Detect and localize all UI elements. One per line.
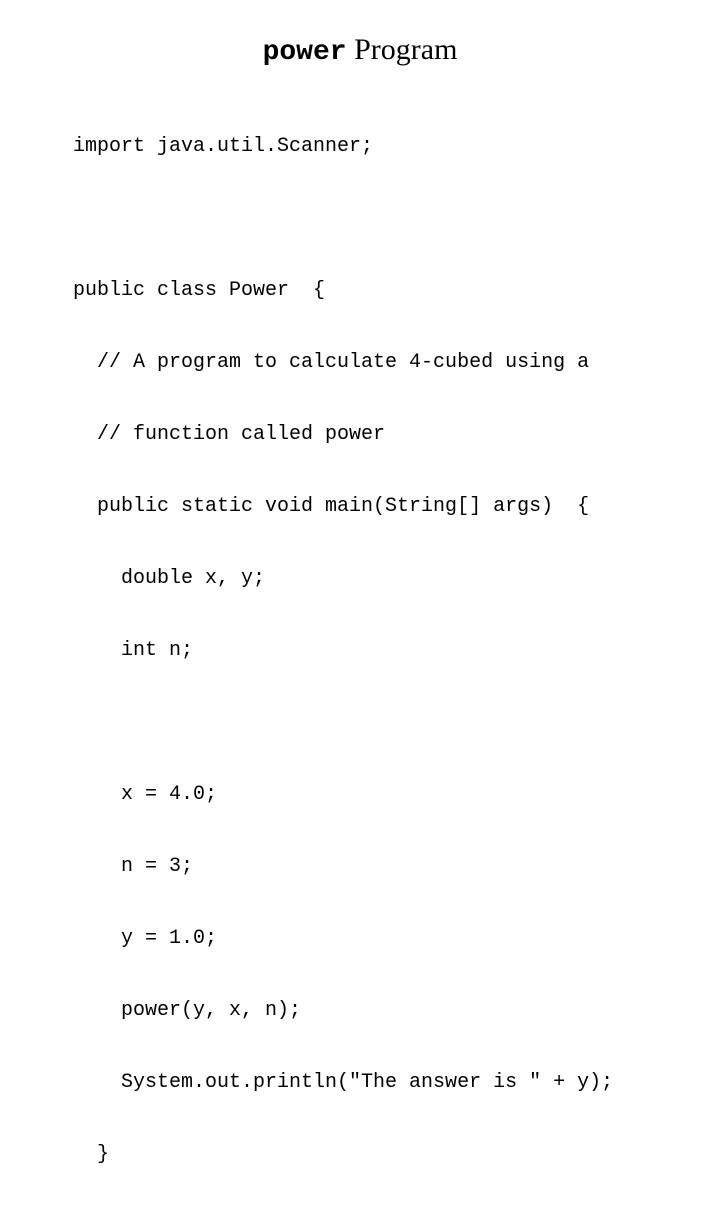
code-line: System.out.println("The answer is " + y); [73,1071,614,1094]
code-line: import java.util.Scanner; [73,135,374,158]
code-line [73,207,613,231]
code-line: y = 1.0; [73,927,218,950]
code-line: public class Power { [73,279,326,302]
code-line: // A program to calculate 4-cubed using a [73,351,590,374]
code-line: public static void main(String[] args) { [73,495,590,518]
code-line: n = 3; [73,855,194,878]
code-line: int n; [73,639,194,662]
code-line: } [73,1143,110,1166]
code-line: x = 4.0; [73,783,218,806]
code-block [73,87,613,1215]
code-line: double x, y; [73,567,266,590]
slide-title [0,30,720,75]
code-line: // function called power [73,423,386,446]
title-text: Program [346,33,458,66]
title-code-word: power [262,37,347,68]
code-line [73,711,613,735]
code-line: power(y, x, n); [73,999,302,1022]
